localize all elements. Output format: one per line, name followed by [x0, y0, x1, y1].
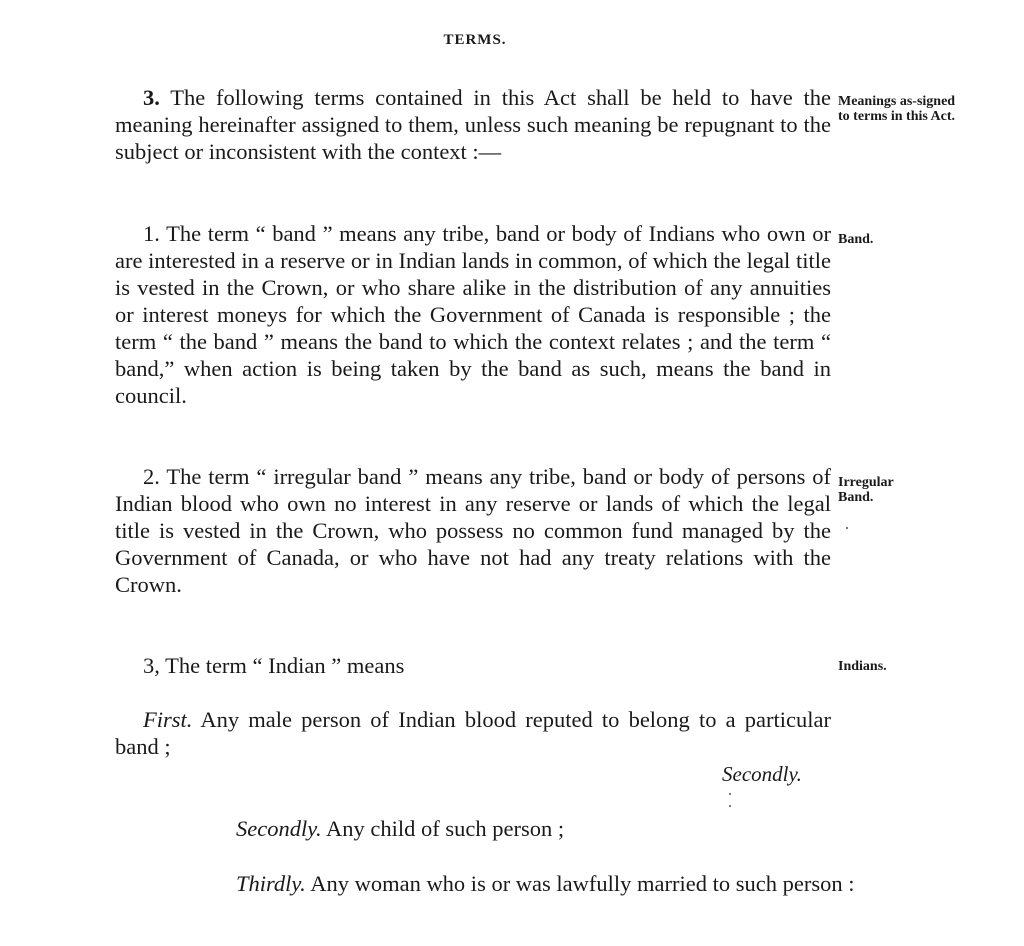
clause-first: [115, 706, 831, 760]
section-text: The following terms contained in this Act shall be held to have the meaning hereinafter assigned to them, unless such meaning be repugnant to the subject or inconsistent with the context :—: [115, 85, 831, 164]
term-text: The term “ irregular band ” means any tribe, band or body of persons of Indian blood who own no interest in any reserve or lands of which the legal title is vested in the Crown, who possess no common fund managed by the Government of Canada, or who have not had any treaty relations with the Crown.: [115, 464, 832, 597]
page-heading: TERMS.: [443, 32, 507, 48]
clause-first-label: First.: [143, 707, 193, 732]
term-paragraph-indian: [115, 652, 831, 679]
clause-second-text: Any child of such person ;: [326, 816, 565, 841]
scan-speck: [846, 527, 848, 529]
section-number: 3.: [143, 85, 160, 110]
clause-first-text: Any male person of Indian blood reputed to belong to a particular band ;: [115, 707, 832, 759]
term-paragraph-band: [115, 220, 831, 409]
margin-note-indians: Indians.: [838, 659, 887, 674]
section-paragraph: [115, 84, 831, 165]
term-paragraph-irregular-band: [115, 463, 831, 598]
clause-third: [208, 870, 948, 897]
scan-speck: [729, 793, 731, 795]
clause-third-label: Thirdly.: [236, 871, 306, 896]
margin-note-band: Band.: [838, 232, 874, 247]
clause-second: [236, 815, 564, 842]
clause-second-label: Secondly.: [236, 816, 322, 841]
term-text: The term “ Indian ” means: [165, 653, 405, 678]
term-number: 3,: [143, 653, 160, 678]
margin-note-meanings: Meanings as-signed to terms in this Act.: [838, 94, 956, 124]
clause-third-text: Any woman who is or was lawfully married to such person :: [310, 871, 855, 896]
term-text: The term “ band ” means any tribe, band or body of Indians who own or are interested in a reserve or in Indian lands in common, of which the legal title is vested in the Crown, or who share alike in the distribution of any annuities or interest moneys for which the Government of Canada is responsible ; the term “ the band ” means the band to which the context relates ; and the term “ band,” when action is being taken by the band as such, means the band in council.: [115, 221, 832, 408]
catchword: Secondly.: [722, 762, 802, 786]
scan-speck: [729, 805, 731, 807]
term-number: 1.: [143, 221, 160, 246]
margin-note-irregular-band: Irregular Band.: [838, 475, 894, 505]
term-number: 2.: [143, 464, 160, 489]
